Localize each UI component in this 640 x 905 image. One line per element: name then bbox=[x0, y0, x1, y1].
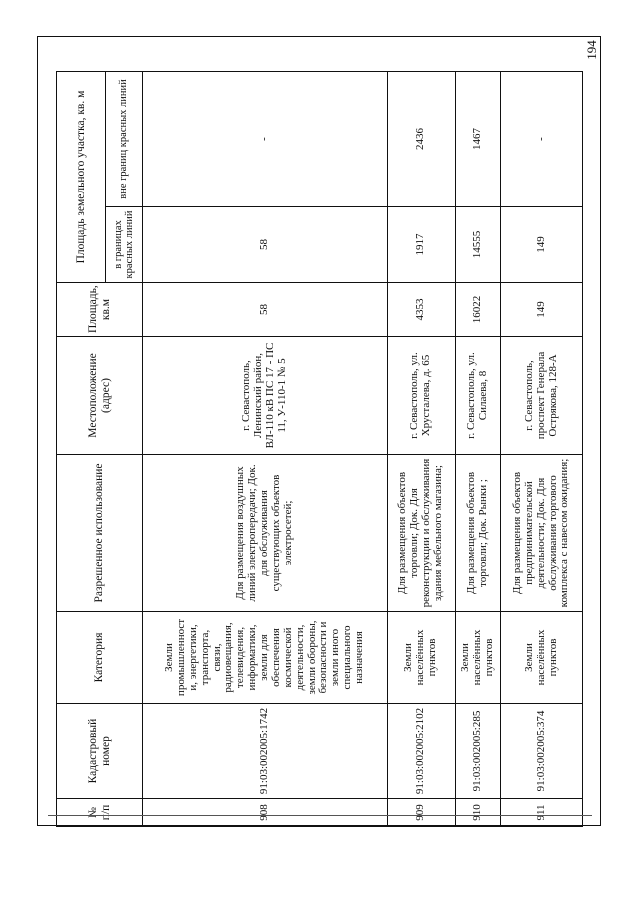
table-row bbox=[387, 72, 455, 827]
header-num: № п/п bbox=[57, 799, 143, 827]
cell-num: 908 bbox=[143, 799, 387, 827]
cell-location: г. Севастополь, ул. Хрусталева, д. 65 bbox=[387, 337, 455, 455]
header-within-lines: в границах красных линий bbox=[105, 207, 142, 283]
cell-location: г. Севастополь, проспект Генерала Острякова, 128-А bbox=[501, 337, 583, 455]
header-usage: Разрешенное использование bbox=[57, 455, 143, 612]
header-cadastral: Кадастровый номер bbox=[57, 704, 143, 799]
cell-cadastral: 91:03:002005:285 bbox=[455, 704, 500, 799]
header-outside-lines: вне границ красных линий bbox=[105, 72, 142, 207]
cell-category: Земли населённых пунктов bbox=[455, 612, 500, 704]
cell-usage: Для размещения воздушных линий электропередачи; Док. для обслуживания существующих объектов электросетей; bbox=[143, 455, 387, 612]
header-plot-area: Площадь земельного участка, кв. м bbox=[57, 72, 106, 283]
cell-outside: - bbox=[143, 72, 387, 207]
header-location: Местоположение (адрес) bbox=[57, 337, 143, 455]
cell-category: Земли населённых пунктов bbox=[501, 612, 583, 704]
rotated-table-container bbox=[56, 72, 583, 827]
cell-outside: 2436 bbox=[387, 72, 455, 207]
cell-location: г. Севастополь, ул. Силаева, 8 bbox=[455, 337, 500, 455]
table-row bbox=[501, 72, 583, 827]
cell-outside: 1467 bbox=[455, 72, 500, 207]
page-number: 194 bbox=[583, 40, 599, 60]
cell-num: 909 bbox=[387, 799, 455, 827]
cell-category: Земли населённых пунктов bbox=[387, 612, 455, 704]
cell-within: 1917 bbox=[387, 207, 455, 283]
cell-usage: Для размещения объектов торговли; Док. Рынки ; bbox=[455, 455, 500, 612]
cell-cadastral: 91:03:002005:2102 bbox=[387, 704, 455, 799]
footer-rule bbox=[48, 815, 592, 816]
cell-area: 149 bbox=[501, 283, 583, 337]
cell-within: 14555 bbox=[455, 207, 500, 283]
land-plots-table bbox=[56, 71, 583, 827]
cell-area: 4353 bbox=[387, 283, 455, 337]
cell-usage: Для размещения объектов торговли; Док. Для реконструкции и обслуживания здания мебельного магазина; bbox=[387, 455, 455, 612]
table-row bbox=[455, 72, 500, 827]
header-category: Категория bbox=[57, 612, 143, 704]
cell-area: 58 bbox=[143, 283, 387, 337]
cell-within: 149 bbox=[501, 207, 583, 283]
table-row bbox=[143, 72, 387, 827]
table-header-row bbox=[57, 72, 106, 827]
cell-area: 16022 bbox=[455, 283, 500, 337]
cell-cadastral: 91:03:002005:374 bbox=[501, 704, 583, 799]
cell-outside: - bbox=[501, 72, 583, 207]
cell-location: г. Севастополь, Ленинский район, ВЛ-110 кВ ПС 17 - ПС 11, У-110-1 № 5 bbox=[143, 337, 387, 455]
cell-num: 910 bbox=[455, 799, 500, 827]
cell-cadastral: 91:03:002005:1742 bbox=[143, 704, 387, 799]
cell-usage: Для размещения объектов предпринимательской деятельности; Док. Для обслуживания торгового комплекса с навесом ожидания; bbox=[501, 455, 583, 612]
header-area: Площадь, кв.м bbox=[57, 283, 143, 337]
cell-within: 58 bbox=[143, 207, 387, 283]
cell-num: 911 bbox=[501, 799, 583, 827]
cell-category: Земли промышленност и, энергетики, транспорта, связи, радиовещания, телевидения, информатики, земли для обеспечения космической деятельности, земли обороны, безопасности и земли иного специального назначения bbox=[143, 612, 387, 704]
